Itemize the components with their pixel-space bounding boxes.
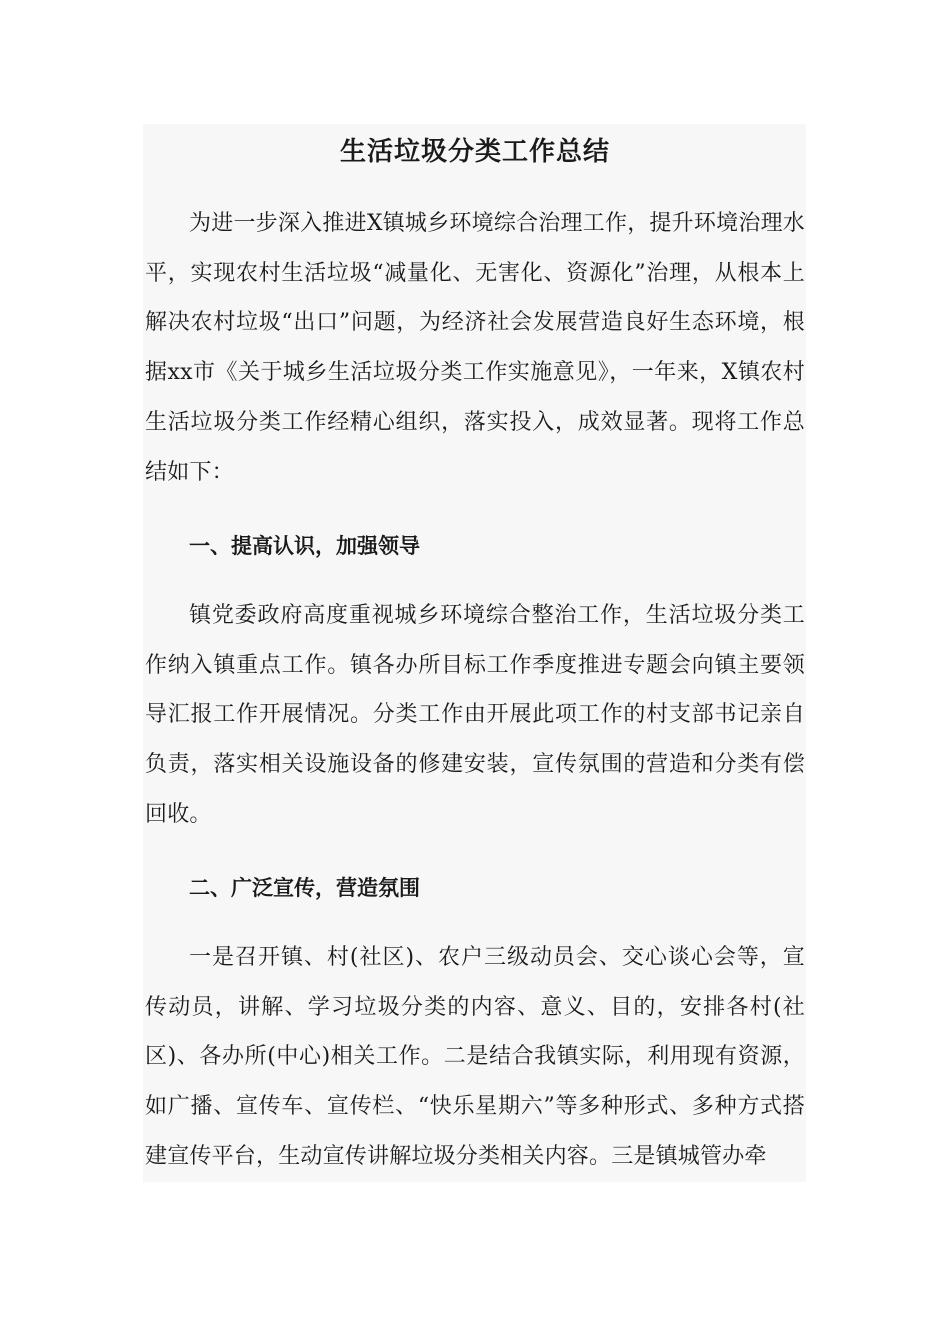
section-1-body: 镇党委政府高度重视城乡环境综合整治工作，生活垃圾分类工作纳入镇重点工作。镇各办所目标工作季度推进专题会向镇主要领导汇报工作开展情况。分类工作由开展此项工作的村支部书记亲自负责，落实相关设施设备的修建安装，宣传氛围的营造和分类有偿回收。 <box>145 603 805 827</box>
intro-paragraph: 为进一步深入推进X镇城乡环境综合治理工作，提升环境治理水平，实现农村生活垃圾“减量化、无害化、资源化”治理，从根本上解决农村垃圾“出口”问题，为经济社会发展营造良好生态环境，根据xx市《关于城乡生活垃圾分类工作实施意见》，一年来，X镇农村生活垃圾分类工作经精心组织，落实投入，成效显著。现将工作总结如下： <box>145 211 805 485</box>
section-2-heading: 二、广泛宣传，营造氛围 <box>189 876 420 900</box>
section-2-body: 一是召开镇、村(社区)、农户三级动员会、交心谈心会等，宣传动员，讲解、学习垃圾分类的内容、意义、目的，安排各村(社区)、各办所(中心)相关工作。二是结合我镇实际，利用现有资源，如广播、宣传车、宣传栏、“快乐星期六”等多种形式、多种方式搭建宣传平台，生动宣传讲解垃圾分类相关内容。三是镇城管办牵 <box>145 945 805 1169</box>
section-1-heading: 一、提高认识，加强领导 <box>189 534 420 558</box>
document-title: 生活垃圾分类工作总结 <box>339 137 610 167</box>
